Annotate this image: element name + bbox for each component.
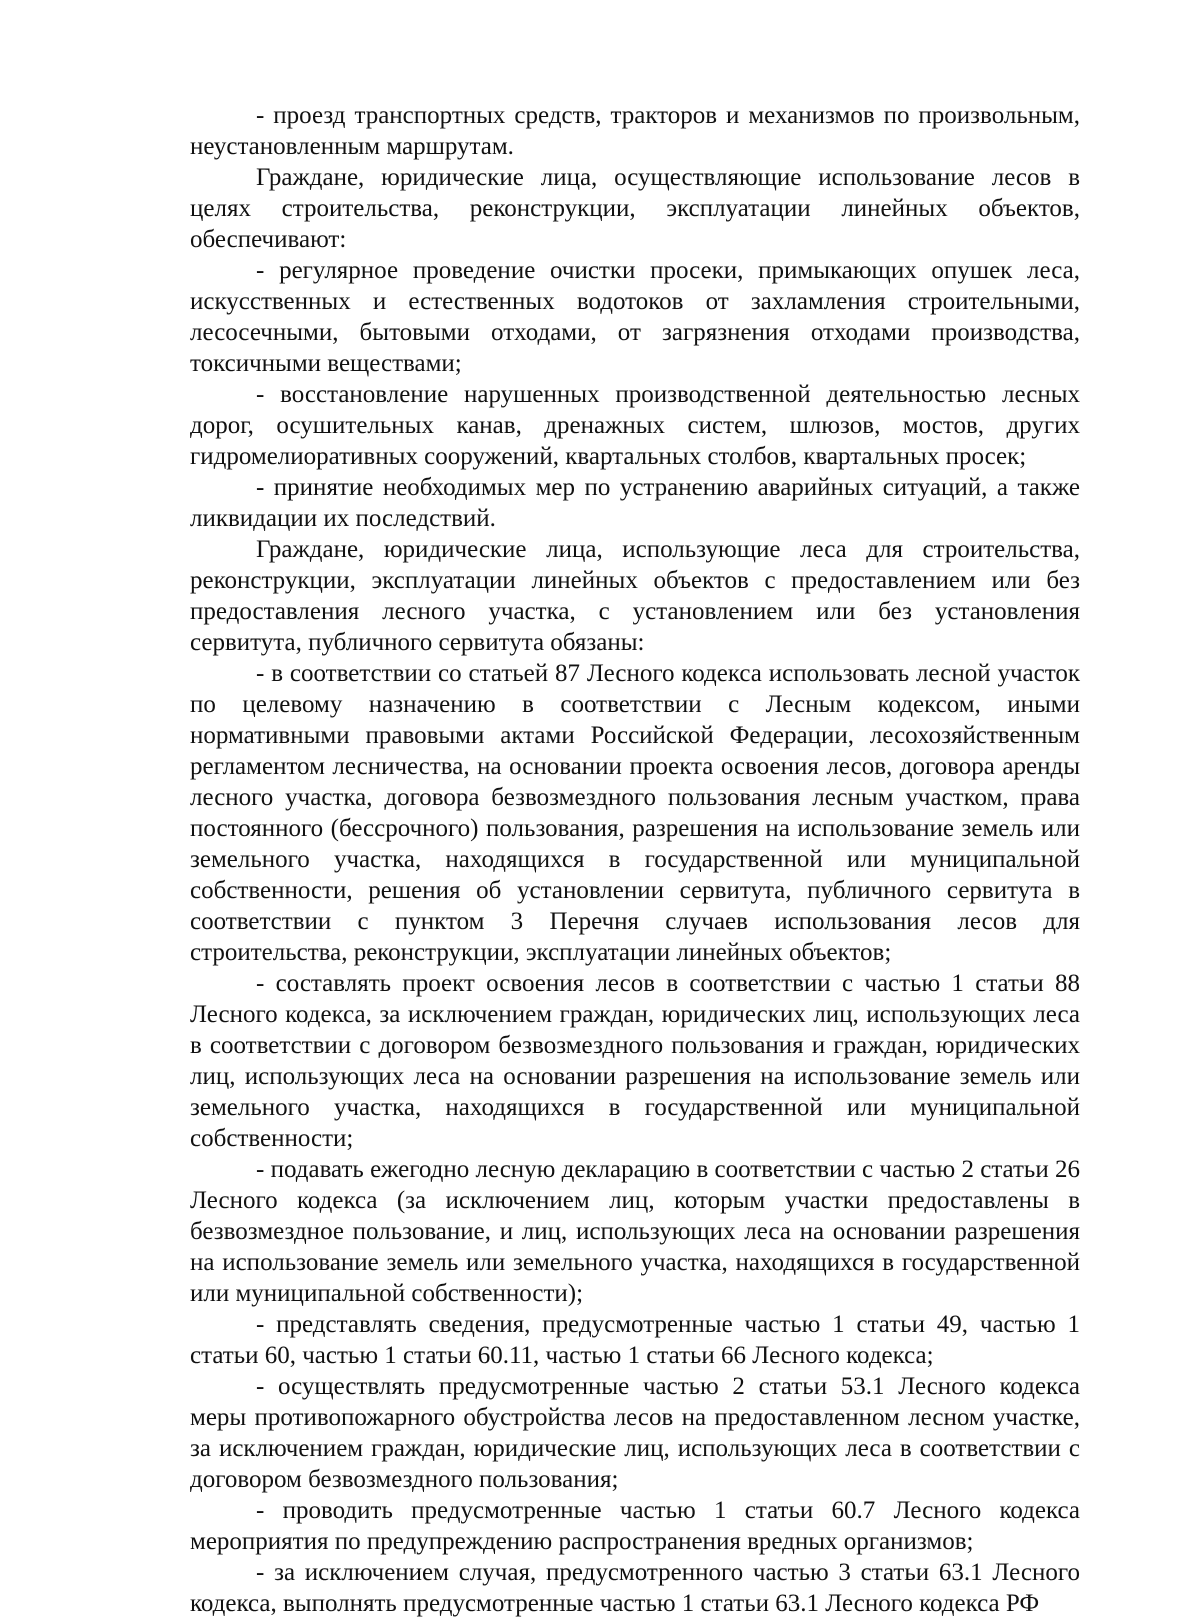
paragraph-pest-prevention: - проводить предусмотренные частью 1 статьи 60.7 Лесного кодекса мероприятия по предупреждению распространения вредных организмов; <box>190 1497 1080 1555</box>
paragraph-clearing-cleanup: - регулярное проведение очистки просеки, примыкающих опушек леса, искусственных и естественных водотоков от захламления строительными, лесосечными, бытовыми отходами, от загрязнения отходами производства, токсичными веществами; <box>190 257 1080 377</box>
paragraph-linear-objects-duties: Граждане, юридические лица, осуществляющие использование лесов в целях строительства, реконструкции, эксплуатации линейных объектов, обеспечивают: <box>190 164 1080 253</box>
paragraph-reforestation: - за исключением случая, предусмотренного частью 3 статьи 63.1 Лесного кодекса, выполнять предусмотренные частью 1 статьи 63.1 Лесного кодекса РФ <box>190 1559 1080 1617</box>
paragraph-route-restriction: - проезд транспортных средств, тракторов и механизмов по произвольным, неустановленным маршрутам. <box>190 102 1080 160</box>
paragraph-reporting: - представлять сведения, предусмотренные частью 1 статьи 49, частью 1 статьи 60, частью 1 статьи 60.11, частью 1 статьи 66 Лесного кодекса; <box>190 1311 1080 1369</box>
document-page <box>190 100 1080 1619</box>
paragraph-article-87-usage: - в соответствии со статьей 87 Лесного кодекса использовать лесной участок по целевому назначению в соответствии с Лесным кодексом, иными нормативными правовыми актами Российской Федерации, лесохозяйственным регламентом лесничества, на основании проекта освоения лесов, договора аренды лесного участка, договора безвозмездного пользования лесным участком, права постоянного (бессрочного) пользования, разрешения на использование земель или земельного участка, находящихся в государственной или муниципальной собственности, решения об установлении сервитута, публичного сервитута в соответствии с пунктом 3 Перечня случаев использования лесов для строительства, реконструкции, эксплуатации линейных объектов; <box>190 660 1080 966</box>
paragraph-restoration: - восстановление нарушенных производственной деятельностью лесных дорог, осушительных канав, дренажных систем, шлюзов, мостов, других гидромелиоративных сооружений, квартальных столбов, квартальных просек; <box>190 381 1080 470</box>
paragraph-fire-prevention: - осуществлять предусмотренные частью 2 статьи 53.1 Лесного кодекса меры противопожарного обустройства лесов на предоставленном лесном участке, за исключением граждан, юридические лиц, использующих леса в соответствии с договором безвозмездного пользования; <box>190 1373 1080 1493</box>
paragraph-obligations-intro: Граждане, юридические лица, использующие леса для строительства, реконструкции, эксплуатации линейных объектов с предоставлением или без предоставления лесного участка, с установлением или без установления сервитута, публичного сервитута обязаны: <box>190 536 1080 656</box>
paragraph-forest-declaration: - подавать ежегодно лесную декларацию в соответствии с частью 2 статьи 26 Лесного кодекса (за исключением лиц, которым участки предоставлены в безвозмездное пользование, и лиц, использующих леса на основании разрешения на использование земель или земельного участка, находящихся в государственной или муниципальной собственности); <box>190 1156 1080 1307</box>
paragraph-development-project: - составлять проект освоения лесов в соответствии с частью 1 статьи 88 Лесного кодекса, за исключением граждан, юридических лиц, использующих леса в соответствии с договором безвозмездного пользования и граждан, юридических лиц, использующих леса на основании разрешения на использование земель или земельного участка, находящихся в государственной или муниципальной собственности; <box>190 970 1080 1152</box>
paragraph-emergency-measures: - принятие необходимых мер по устранению аварийных ситуаций, а также ликвидации их последствий. <box>190 474 1080 532</box>
